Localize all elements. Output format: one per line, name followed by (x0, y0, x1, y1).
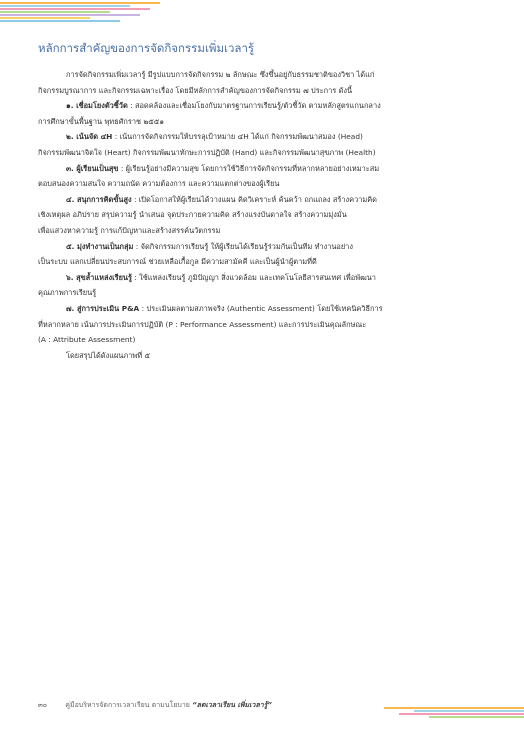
item-6-cont: คุณภาพการเรียนรู้ (38, 288, 97, 298)
footer-text: คู่มือบริหารจัดการเวลาเรียน ตามนโยบาย (65, 701, 190, 709)
item-title: ๓. ผู้เรียนเป็นสุข (66, 163, 119, 173)
footer-quote: “ลดเวลาเรียน เพิ่มเวลารู้” (192, 701, 272, 709)
item-text: : สอดคล้องและเชื่อมโยงกับมาตรฐานการเรียนรู้/ตัวชี้วัด ตามหลักสูตรแกนกลาง (130, 101, 381, 111)
item-title: ๑. เชื่อมโยงตัวชี้วัด (66, 101, 128, 111)
item-7 (38, 301, 500, 317)
item-7-cont-2: (A : Attribute Assessment) (38, 335, 136, 345)
item-4-cont-1: เชิงเหตุผล อภิปราย สรุปความรู้ นำเสนอ จุดประกายความคิด สร้างแรงบันดาลใจ สร้างความมุ่งมั่น (38, 210, 347, 220)
header-stripes (0, 0, 160, 26)
item-4-cont-2: เพื่อแสวงหาความรู้ การแก้ปัญหาและสร้างสรรค์นวัตกรรม (38, 225, 221, 235)
item-title: ๔. สนุกการคิดขั้นสูง (66, 194, 132, 204)
item-text: : จัดกิจกรรมการเรียนรู้ ให้ผู้เรียนได้เรียนรู้ร่วมกันเป็นทีม ทำงานอย่าง (135, 241, 353, 251)
conclusion: โดยสรุปได้ดังแผนภาพที่ ๕ (66, 350, 151, 360)
item-4 (38, 192, 500, 208)
intro-line-2: กิจกรรมบูรณาการ และกิจกรรมเฉพาะเรื่อง โดยมีหลักการสำคัญของการจัดกิจกรรม ๗ ประการ ดังนี้ (38, 85, 353, 95)
item-1-cont: การศึกษาขั้นพื้นฐาน พุทธศักราช ๒๕๕๑ (38, 116, 165, 126)
item-title: ๒. เน้นจัด ๔H (66, 132, 113, 142)
item-7-cont-1: ที่หลากหลาย เน้นการประเมินการปฏิบัติ (P : Performance Assessment) และการประเมินคุณลักษณะ (38, 319, 367, 329)
page-number: ๓๐ (38, 701, 48, 709)
item-text: : ประเมินผลตามสภาพจริง (Authentic Assessment) โดยใช้เทคนิควิธีการ (141, 303, 383, 313)
page-title: หลักการสำคัญของการจัดกิจกรรมเพิ่มเวลารู้ (38, 41, 255, 55)
item-6 (38, 270, 500, 286)
item-5-cont: เป็นระบบ แลกเปลี่ยนประสบการณ์ ช่วยเหลือเกื้อกูล มีความสามัคคี และเป็นผู้นำผู้ตามที่ดี (38, 257, 317, 267)
footer-stripes (384, 707, 524, 719)
page-content (38, 40, 500, 363)
item-text: : ผู้เรียนรู้อย่างมีความสุข โดยการใช้วิธีการจัดกิจกรรมที่หลากหลายอย่างเหมาะสม (120, 163, 380, 173)
item-title: ๕. มุ่งทำงานเป็นกลุ่ม (66, 241, 134, 251)
item-text: : เปิดโอกาสให้ผู้เรียนได้วางแผน คิดวิเคราะห์ ค้นคว้า ถกแถลง สร้างความคิด (133, 194, 377, 204)
item-text: : ใช้แหล่งเรียนรู้ ภูมิปัญญา สิ่งแวดล้อม และเทคโนโลยีสารสนเทศ เพื่อพัฒนา (134, 272, 376, 282)
item-text: : เน้นการจัดกิจกรรมให้บรรลุเป้าหมาย ๔H ได้แก่ กิจกรรมพัฒนาสมอง (Head) (114, 132, 363, 142)
item-2 (38, 129, 500, 145)
item-title: ๖. สุขล้ำแหล่งเรียนรู้ (66, 272, 132, 282)
intro-line-1: การจัดกิจกรรมเพิ่มเวลารู้ มีรูปแบบการจัดกิจกรรม ๒ ลักษณะ ซึ่งขึ้นอยู่กับธรรมชาติของวิชา ได้แก่ (66, 70, 375, 79)
item-1 (38, 98, 500, 114)
item-3-cont: ตอบสนองความสนใจ ความถนัด ความต้องการ และความแตกต่างของผู้เรียน (38, 179, 280, 189)
item-2-cont: กิจกรรมพัฒนาจิตใจ (Heart) กิจกรรมพัฒนาทักษะการปฏิบัติ (Hand) และกิจกรรมพัฒนาสุขภาพ (Health) (38, 147, 376, 157)
page-footer (38, 700, 272, 711)
item-title: ๗. สู่การประเมิน P&A (66, 303, 140, 313)
item-3 (38, 161, 500, 177)
item-5 (38, 239, 500, 255)
